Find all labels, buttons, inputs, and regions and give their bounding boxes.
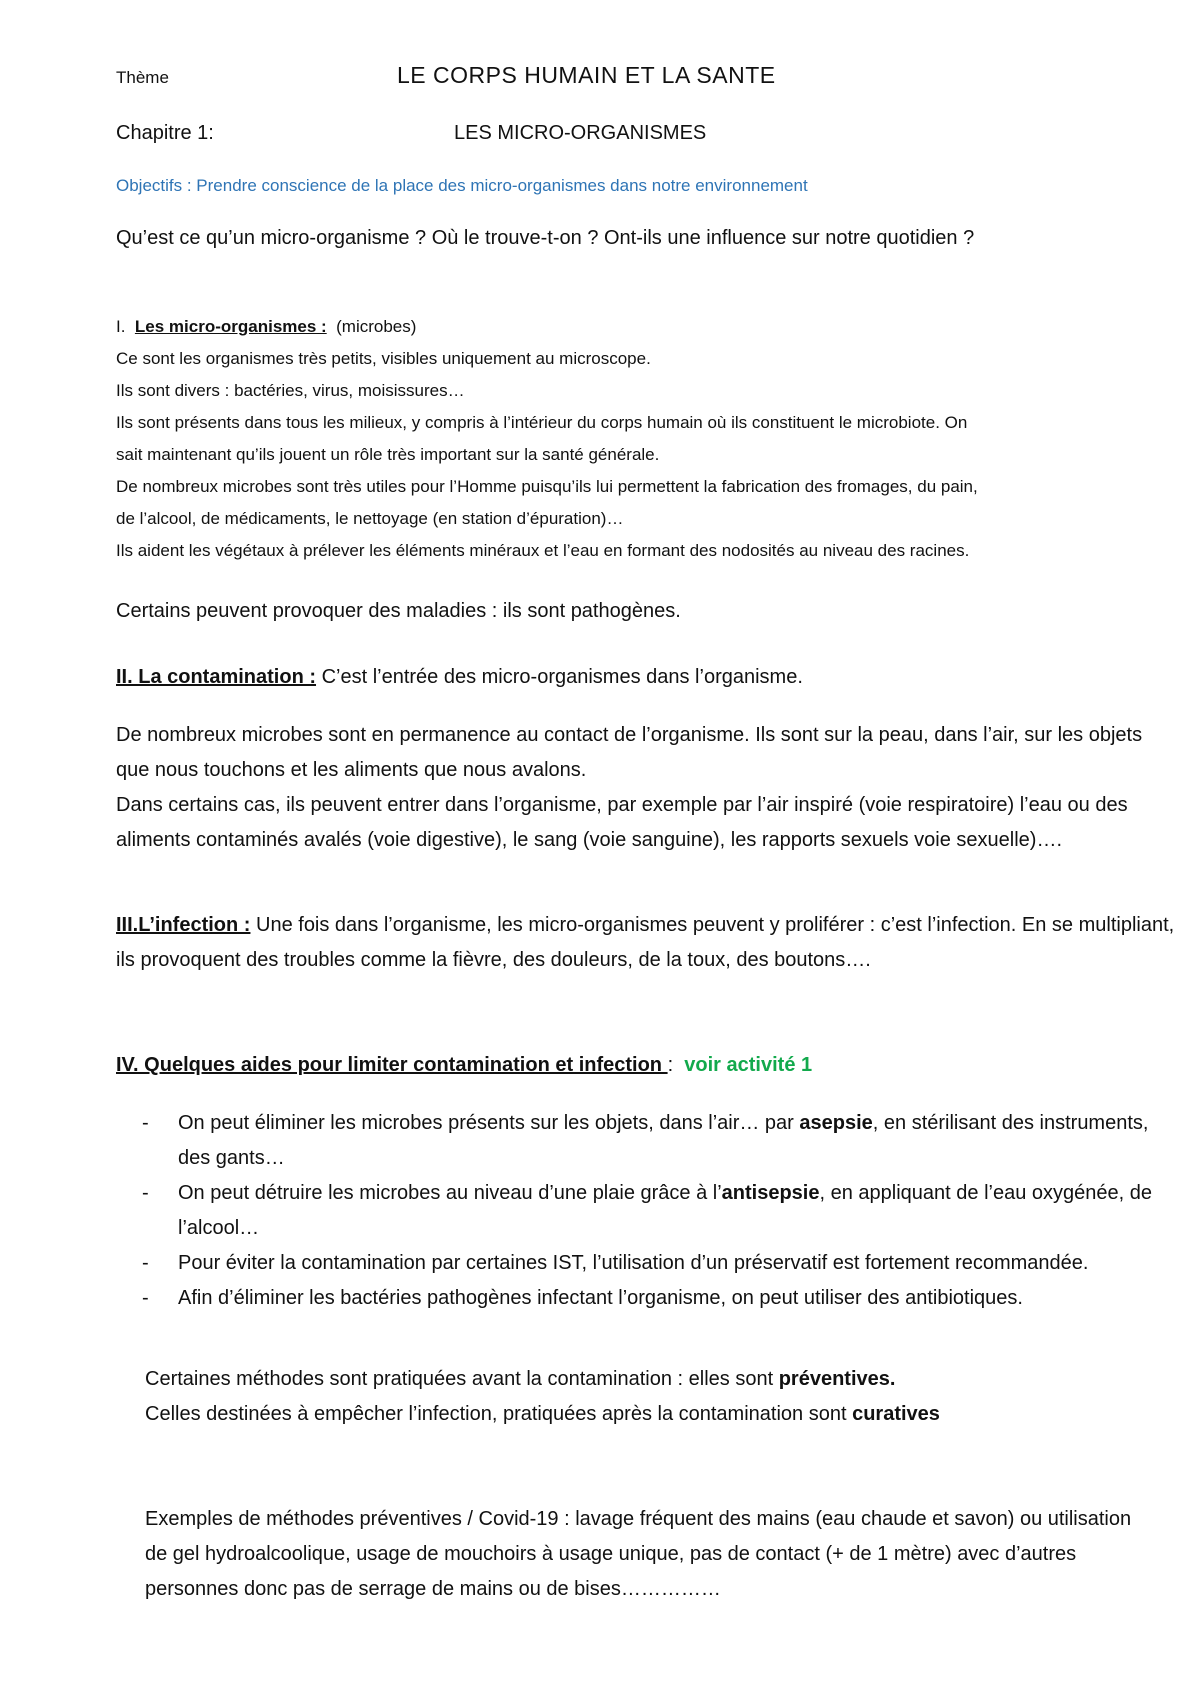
pathogens-sentence: Certains peuvent provoquer des maladies : ils sont pathogènes. <box>116 600 681 622</box>
list-item-text: Pour éviter la contamination par certaines IST, l’utilisation d’un préservatif est fortement recommandée. <box>178 1252 1089 1274</box>
bullet-dash: - <box>142 1252 149 1274</box>
preventive-keyword: préventives. <box>778 1368 896 1390</box>
section-1-note: (microbes) <box>336 317 417 336</box>
section-2-paragraph: De nombreux microbes sont en permanence au contact de l’organisme. Ils sont sur la peau, dans l’air, sur les objets que nous touchons et les aliments que nous avalons. <box>116 724 1143 781</box>
section-3-text: Une fois dans l’organisme, les micro-organismes peuvent y proliférer : c’est l’infection. En se multipliant, ils provoquent des troubles comme la fièvre, des douleurs, de la toux, des boutons…. <box>116 914 1175 971</box>
section-1-body <box>116 343 978 567</box>
section-4-colon: : <box>667 1054 674 1076</box>
section-3-title: III.L’infection : <box>116 914 251 936</box>
activity-link: voir activité 1 <box>684 1054 813 1076</box>
list-item-keyword: antisepsie <box>721 1182 820 1204</box>
list-item-text: , en stérilisant des instruments, des gants… <box>178 1112 1149 1169</box>
list-item <box>116 1281 1176 1316</box>
bullet-dash: - <box>142 1112 149 1134</box>
curative-text: Celles destinées à empêcher l’infection, pratiquées après la contamination sont <box>145 1403 853 1425</box>
body-line: Ce sont les organismes très petits, visibles uniquement au microscope. <box>116 349 651 368</box>
section-3-paragraph <box>116 908 1176 978</box>
section-2-paragraph-2: Dans certains cas, ils peuvent entrer dans l’organisme, par exemple par l’air inspiré (voie respiratoire) l’eau ou des aliments contaminés avalés (voie digestive), le sang (voie sanguine), les rapports sexuels voie sexuelle)…. <box>116 794 1128 851</box>
list-item-text: , en appliquant de l’eau oxygénée, de l’alcool… <box>178 1182 1152 1239</box>
bullet-dash: - <box>142 1287 149 1309</box>
body-line: sait maintenant qu’ils jouent un rôle très important sur la santé générale. <box>116 445 660 464</box>
list-item <box>116 1176 1176 1246</box>
body-line: Ils sont présents dans tous les milieux, y compris à l’intérieur du corps humain où ils constituent le microbiote. On <box>116 413 968 432</box>
intro-questions: Qu’est ce qu’un micro-organisme ? Où le trouve-t-on ? Ont-ils une influence sur notre quotidien ? <box>116 227 975 249</box>
body-line: de l’alcool, de médicaments, le nettoyage (en station d’épuration)… <box>116 509 624 528</box>
chapter-title: LES MICRO-ORGANISMES <box>454 122 707 144</box>
section-1-title: Les micro-organismes : <box>134 317 327 336</box>
list-item-text: On peut éliminer les microbes présents sur les objets, dans l’air… par <box>178 1112 800 1134</box>
methods-list <box>116 1106 1176 1316</box>
theme-title: LE CORPS HUMAIN ET LA SANTE <box>397 62 776 88</box>
curative-line <box>145 1397 1175 1432</box>
covid-examples: Exemples de méthodes préventives / Covid-19 : lavage fréquent des mains (eau chaude et savon) ou utilisation de gel hydroalcoolique, usage de mouchoirs à usage unique, pas de contact (+ de 1 mètre) avec d’autres personnes donc pas de serrage de mains ou de bises…………… <box>145 1508 1132 1600</box>
body-line: De nombreux microbes sont très utiles pour l’Homme puisqu’ils lui permettent la fabrication des fromages, du pain, <box>116 477 978 496</box>
section-2-lead: C’est l’entrée des micro-organismes dans l’organisme. <box>316 666 803 688</box>
curative-keyword: curatives <box>852 1403 940 1425</box>
section-2-title: II. La contamination : <box>116 666 317 688</box>
preventive-line <box>145 1362 1175 1397</box>
body-line: Ils aident les végétaux à prélever les éléments minéraux et l’eau en formant des nodosités au niveau des racines. <box>116 541 970 560</box>
list-item-text: On peut détruire les microbes au niveau d’une plaie grâce à l’ <box>178 1182 722 1204</box>
theme-label: Thème <box>116 68 169 87</box>
section-1-heading <box>116 311 416 343</box>
list-item-keyword: asepsie <box>799 1112 873 1134</box>
list-item <box>116 1246 1176 1281</box>
section-1-number: I. <box>116 317 126 336</box>
section-2-heading <box>116 666 803 689</box>
chapter-label: Chapitre 1: <box>116 122 214 144</box>
section-4-title: IV. Quelques aides pour limiter contamination et infection <box>116 1054 668 1076</box>
bullet-dash: - <box>142 1182 149 1204</box>
body-line: Ils sont divers : bactéries, virus, moisissures… <box>116 381 465 400</box>
section-4-heading <box>116 1054 812 1077</box>
preventive-text: Certaines méthodes sont pratiquées avant la contamination : elles sont <box>145 1368 779 1390</box>
list-item <box>116 1106 1176 1176</box>
objectives-text: Objectifs : Prendre conscience de la place des micro-organismes dans notre environnement <box>116 176 808 195</box>
list-item-text: Afin d’éliminer les bactéries pathogènes infectant l’organisme, on peut utiliser des antibiotiques. <box>178 1287 1023 1309</box>
